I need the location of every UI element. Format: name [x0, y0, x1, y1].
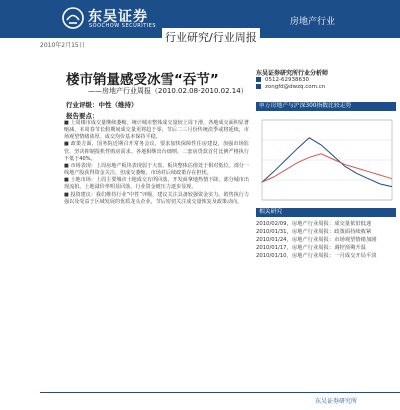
related-item[interactable]: 2010/01/10，房地产行业周报：一月成交开局平淡 [256, 253, 377, 259]
report-date: 2010年2月15日 [40, 42, 85, 49]
rating-label: 行业评级： [66, 101, 99, 109]
rating-line [66, 100, 138, 109]
report-subtitle: ——房地产行业周报（2010.02.08-2010.02.14） [88, 87, 248, 95]
body-paragraph: ■ 政策方面，国务院近期召开常务会议，要求加快保障性住房建设，加强市场监管，坚决抑制投机性购房需求。各地相继出台细则，二套房贷款首付比例严格执行不低于40%。 [64, 141, 249, 162]
related-research-title: 相关研究 [256, 208, 396, 217]
body-paragraph: ■ 土地市场：上周主要城市土地成交有所回落，开发商拿地热情下降，部分城市出现流拍，土地溢价率明显回落，行业资金链压力逐步显现。 [64, 177, 249, 191]
analyst-icons [256, 77, 262, 91]
body-paragraph: ■ 市场表现：上周房地产板块表现弱于大盘，板块整体估值处于相对低位。部分一线地产股获得资金关注，但成交萎缩，市场对后续政策存在担忧。 [64, 162, 249, 177]
brand-logo [62, 6, 172, 32]
analyst-phone: 0512-62938630 [265, 77, 309, 83]
logo-subtext: SOOCHOW SECURITIES [89, 23, 157, 29]
analyst-name: 东吴证券研究所行业分析师 [256, 70, 329, 77]
footer-divider [40, 392, 400, 393]
analyst-email[interactable]: zongfd@dwzq.com.cn [265, 84, 326, 90]
logo-text: 东吴证券 [88, 9, 148, 25]
section-tag: 房地产行业 [290, 17, 336, 27]
document-type: 行业研究/行业周报 [162, 28, 260, 46]
logo-icon [62, 7, 84, 29]
email-icon [256, 84, 261, 89]
chart-series-line-1 [262, 154, 392, 182]
phone-icon [256, 77, 261, 82]
key-points-heading: 报告要点： [66, 112, 99, 120]
related-item[interactable]: 2010/01/31，房地产行业周报：政策面持续收紧 [256, 229, 372, 235]
related-item[interactable]: 2010/02/09，房地产行业周报：成交量依旧低迷 [256, 221, 372, 227]
footer-text: 东吴证券研究所 [315, 398, 358, 405]
chart-series-line-0 [262, 138, 392, 187]
index-comparison-chart [256, 114, 396, 206]
related-research-list [256, 220, 380, 260]
report-title: 楼市销量感受冰雪“吞节” [66, 72, 219, 88]
rating-value: 中性（维持） [98, 101, 138, 109]
related-item[interactable]: 2010/01/17，房地产行业周报：调控预期升温 [256, 245, 366, 251]
related-item[interactable]: 2010/01/24，房地产行业周报：市场观望情绪加剧 [256, 237, 377, 243]
report-body [64, 120, 249, 206]
body-paragraph: ■ 投资建议：我们维持行业“中性”评级，建议关注具备较强资金实力、销售执行力强以及受益于区域发展的优质龙头企业，节后密切关注成交量恢复及政策动向。 [64, 191, 249, 205]
chart-panel-title: 申万房地产与沪深300指数比较走势 [256, 102, 396, 111]
body-paragraph: ■ 上周楼市成交量继续萎缩。统计城市整体成交量较上周下滑，各地成交面积显著缩减，本周春节长假期间成交量更将趋于零，节后二三月份传统淡季或将延续，市场观望情绪浓厚。成交均价基本保持平稳。 [64, 120, 249, 141]
